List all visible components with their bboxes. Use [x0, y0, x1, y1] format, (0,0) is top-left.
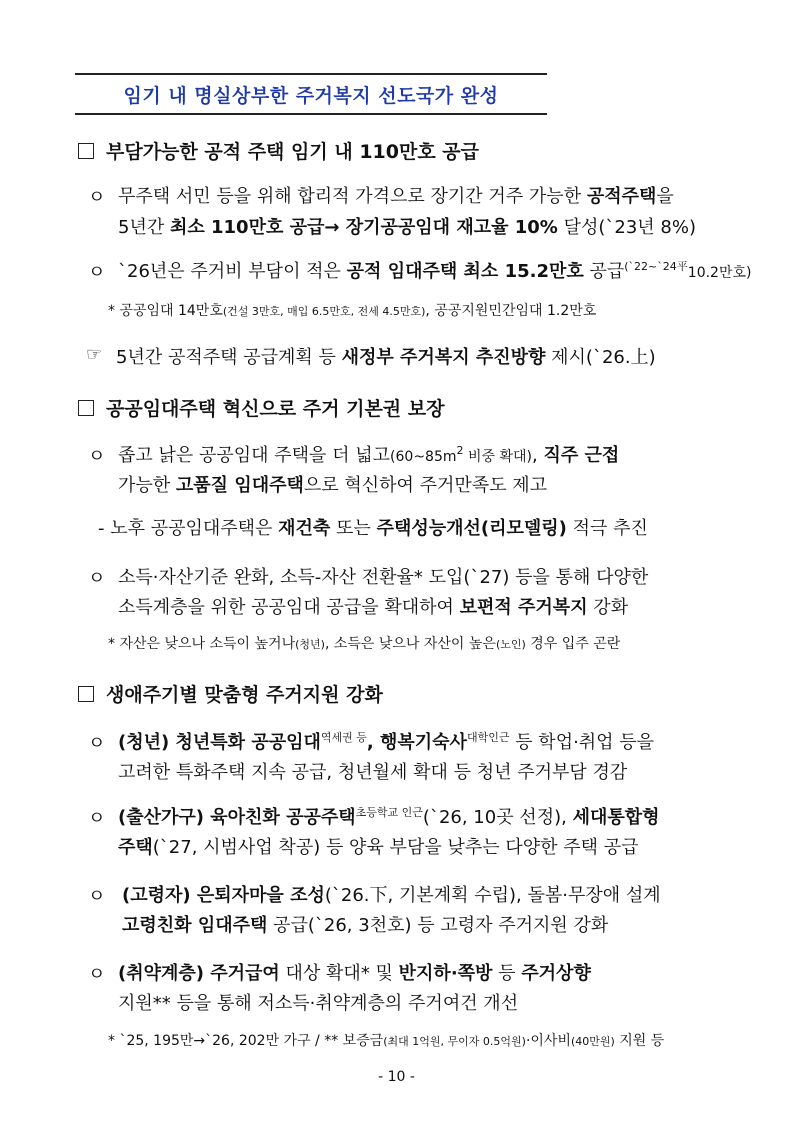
bullet-icon: ㅇ	[88, 262, 106, 283]
checkbox-square-icon	[78, 686, 94, 702]
section-2-heading: 공공임대주택 혁신으로 주거 기본권 보장	[78, 394, 444, 421]
s2-dash-item: - 노후 공공임대주택은 재건축 또는 주택성능개선(리모델링) 적극 추진	[98, 518, 648, 539]
s3-bullet4-line2: 지원** 등을 통해 저소득·취약계층의 주거여건 개선	[118, 993, 519, 1014]
page-number: - 10 -	[378, 1069, 415, 1085]
s1-bullet1-line2: 5년간 최소 110만호 공급→ 장기공공임대 재고율 10% 달성(`23년 8%)	[118, 217, 696, 238]
s1-bullet2: `26년은 주거비 부담이 적은 공적 임대주택 최소 15.2만호 공급$^{(`22\sim`24平}$10.2만호)	[118, 260, 752, 282]
s3-bullet4-line1: (취약계층) 주거급여 대상 확대* 및 반지하·쪽방 등 주거상향	[118, 963, 591, 984]
title-box	[75, 73, 547, 115]
s3-note: * `25, 195만→`26, 202만 가구 / ** 보증금(최대 1억원, 무이자 0.5억원)·이사비(40만원) 지원 등	[108, 1033, 665, 1049]
page-title: 임기 내 명실상부한 주거복지 선도국가 완성	[123, 84, 499, 107]
s3-bullet3-line1: (고령자) 은퇴자마을 조성(`26.下, 기본계획 수립), 돌봄·무장애 설계	[122, 885, 661, 906]
s2-bullet1-line2: 가능한 고품질 임대주택으로 혁신하여 주거만족도 제고	[118, 475, 548, 496]
bullet-icon: ㅇ	[88, 568, 106, 589]
pointing-hand-icon: ☞	[86, 344, 103, 365]
s3-bullet2-line1: (출산가구) 육아친화 공공주택$^{초등학교 인근}$(`26, 10곳 선정), 세대통합형	[118, 806, 660, 828]
s3-bullet2-line2: 주택(`27, 시범사업 착공) 등 양육 부담을 낮추는 다양한 주택 공급	[118, 837, 639, 858]
s3-bullet1-line1: (청년) 청년특화 공공임대$^{역세권 등}$, 행복기숙사$^{대학인근}$ 등 학업·취업 등을	[118, 731, 655, 753]
bullet-icon: ㅇ	[88, 808, 106, 829]
bullet-icon: ㅇ	[88, 733, 106, 754]
bullet-icon: ㅇ	[88, 886, 106, 907]
s2-bullet1-line1: 좁고 낡은 공공임대 주택을 더 넓고($60\sim 85m^2$ 비중 확대), 직주 근접	[118, 444, 620, 466]
section-3-heading: 생애주기별 맞춤형 주거지원 강화	[78, 680, 383, 707]
s3-bullet3-line2: 고령친화 임대주택 공급(`26, 3천호) 등 고령자 주거지원 강화	[122, 915, 609, 936]
checkbox-square-icon	[78, 143, 94, 159]
bullet-icon: ㅇ	[88, 446, 106, 467]
bullet-icon: ㅇ	[88, 187, 106, 208]
s1-arrow-item: 5년간 공적주택 공급계획 등 새정부 주거복지 추진방향 제시(`26.上)	[116, 347, 656, 368]
s2-note: * 자산은 낮으나 소득이 높거나(청년), 소득은 낮으나 자산이 높은(노인) 경우 입주 곤란	[108, 636, 621, 652]
checkbox-square-icon	[78, 400, 94, 416]
s1-note: * 공공임대 14만호(건설 3만호, 매입 6.5만호, 전세 4.5만호), 공공지원민간임대 1.2만호	[108, 303, 597, 319]
s1-bullet1-line1: 무주택 서민 등을 위해 합리적 가격으로 장기간 거주 가능한 공적주택을	[118, 186, 674, 207]
s3-bullet1-line2: 고려한 특화주택 지속 공급, 청년월세 확대 등 청년 주거부담 경감	[118, 762, 628, 783]
s2-bullet2-line1: 소득·자산기준 완화, 소득-자산 전환율* 도입(`27) 등을 통해 다양한	[118, 567, 649, 588]
bullet-icon: ㅇ	[88, 964, 106, 985]
s2-bullet2-line2: 소득계층을 위한 공공임대 공급을 확대하여 보편적 주거복지 강화	[118, 597, 629, 618]
section-1-heading: 부담가능한 공적 주택 임기 내 110만호 공급	[78, 137, 479, 164]
